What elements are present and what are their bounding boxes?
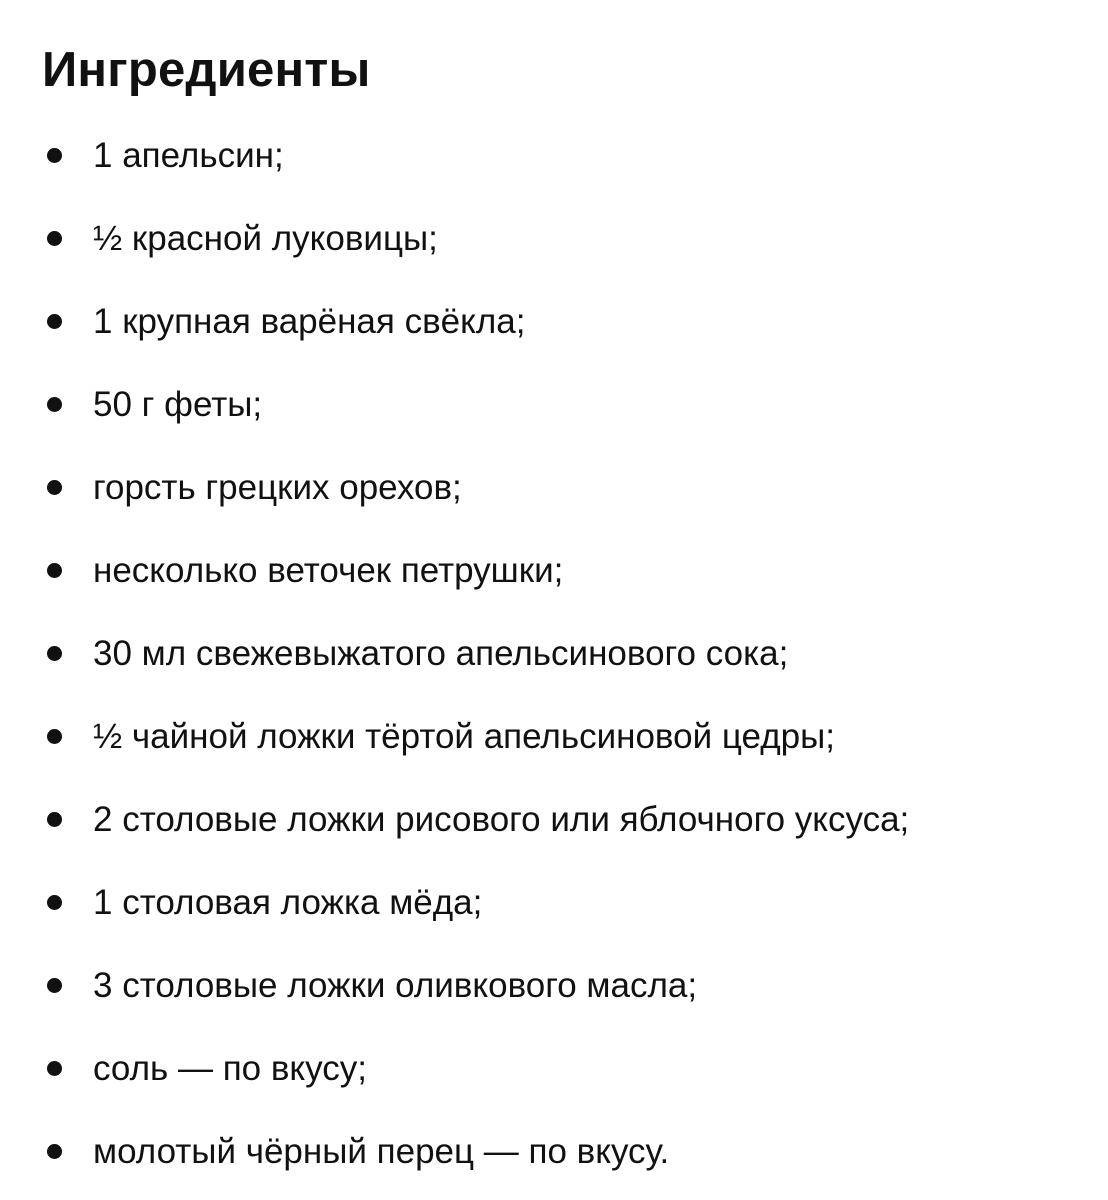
bullet-icon: [47, 314, 62, 329]
ingredient-text: 1 апельсин;: [93, 136, 284, 175]
ingredient-text: 30 мл свежевыжатого апельсинового сока;: [93, 634, 789, 673]
bullet-icon: [47, 646, 62, 661]
ingredient-text: 1 крупная варёная свёкла;: [93, 302, 526, 341]
ingredient-text: 2 столовые ложки рисового или яблочного уксуса;: [93, 800, 910, 839]
bullet-icon: [47, 397, 62, 412]
ingredient-text: 1 столовая ложка мёда;: [93, 883, 483, 922]
bullet-icon: [47, 895, 62, 910]
page-title: Ингредиенты: [42, 43, 371, 97]
bullet-icon: [47, 480, 62, 495]
ingredient-text: молотый чёрный перец — по вкусу.: [93, 1132, 670, 1171]
bullet-icon: [47, 1061, 62, 1076]
ingredient-text: несколько веточек петрушки;: [93, 551, 564, 590]
bullet-icon: [47, 1144, 62, 1159]
bullet-icon: [47, 729, 62, 744]
ingredient-text: ½ чайной ложки тёртой апельсиновой цедры;: [93, 717, 835, 756]
bullet-icon: [47, 231, 62, 246]
bullet-icon: [47, 148, 62, 163]
ingredient-text: 3 столовые ложки оливкового масла;: [93, 966, 698, 1005]
ingredient-text: 50 г феты;: [93, 385, 263, 424]
bullet-icon: [47, 812, 62, 827]
ingredient-text: ½ красной луковицы;: [93, 219, 438, 258]
bullet-icon: [47, 978, 62, 993]
ingredient-text: соль — по вкусу;: [93, 1049, 367, 1088]
ingredient-text: горсть грецких орехов;: [93, 468, 462, 507]
bullet-icon: [47, 563, 62, 578]
